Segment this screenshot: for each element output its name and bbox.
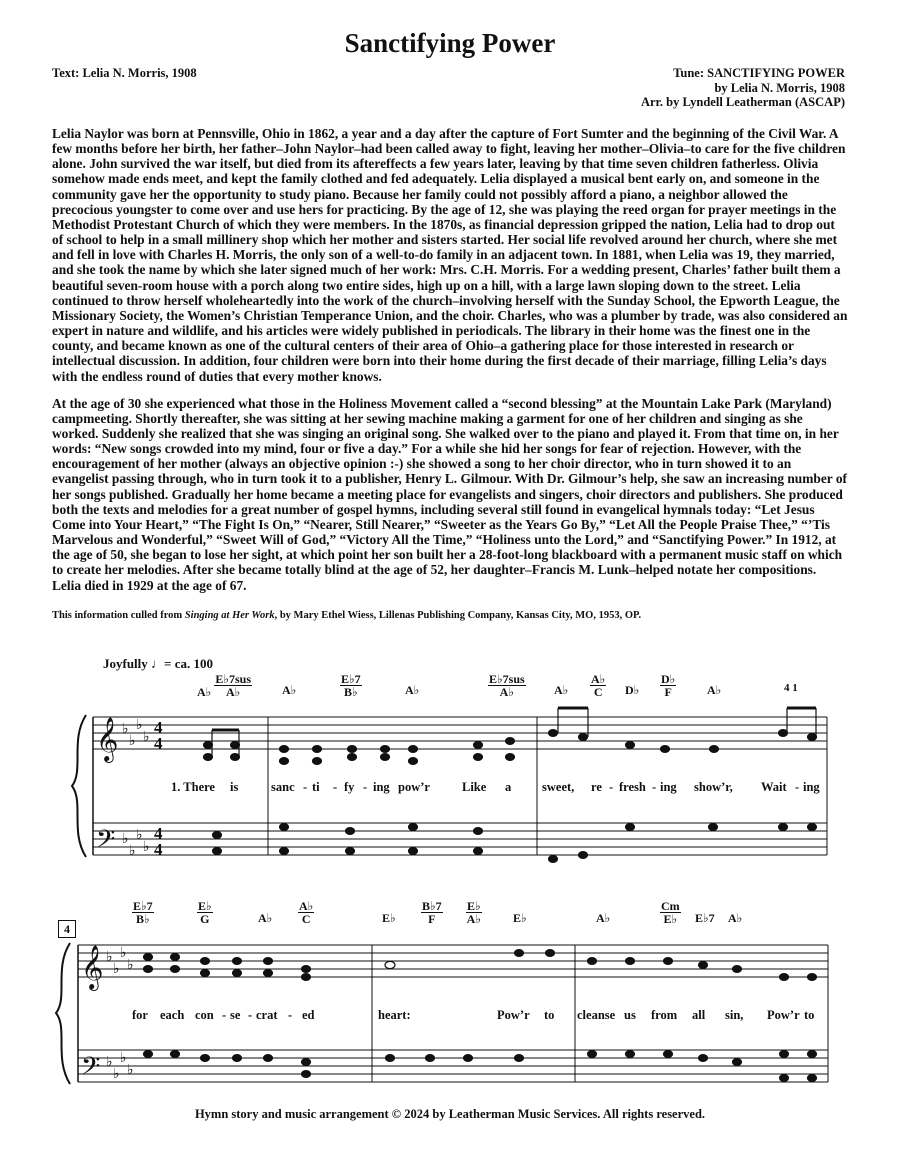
lyric-s1: - (333, 780, 338, 794)
lyric-s1: sweet, (542, 780, 575, 794)
lyric-s2: us (624, 1008, 636, 1022)
chord-s2-2: $\frac{E♭}{G}$ (198, 899, 212, 926)
chord-s2-8: E♭ (513, 911, 527, 925)
lyric-s1: ing (803, 780, 820, 794)
lyric-s1: - (609, 780, 614, 794)
lyric-s2: ed (302, 1008, 315, 1022)
chord-s2-12: A♭ (728, 911, 743, 925)
svg-text:♭: ♭ (122, 721, 129, 737)
source-suffix: , by Mary Ethel Wiess, Lillenas Publishing Company, Kansas City, MO, 1953, OP. (274, 610, 642, 621)
svg-text:4: 4 (154, 718, 163, 737)
lyric-s2: - (222, 1008, 227, 1022)
lyric-s2: - (248, 1008, 253, 1022)
chord-s1-1: A♭ E♭7sus A♭ (197, 672, 252, 699)
svg-text:4: 4 (154, 734, 163, 753)
chord-s1-9: $\frac{D♭}{F}$ (661, 672, 676, 699)
lyric-s2: to (544, 1008, 555, 1022)
svg-text:♭: ♭ (127, 957, 134, 973)
lyric-s2: to (804, 1008, 815, 1022)
lyric-s2: se (230, 1008, 241, 1022)
source-book-title: Singing at Her Work (184, 610, 275, 621)
lyric-s2: crat (256, 1008, 278, 1022)
chord-s2-5: E♭ (382, 911, 396, 925)
chord-s1-5: E♭7sus A♭ (489, 672, 525, 699)
lyric-s2: all (692, 1008, 706, 1022)
chord-s2-9: A♭ (596, 911, 611, 925)
lyric-s1: - (363, 780, 368, 794)
lyric-s1: Like (462, 780, 487, 794)
system2-brace (56, 943, 70, 1084)
lyric-s1: ing (660, 780, 677, 794)
svg-text:♭: ♭ (136, 827, 143, 843)
lyric-s1: fresh (619, 780, 646, 794)
chord-s2-10: $\frac{Cm}{E♭}$ (661, 899, 680, 926)
chord-s2-6: $\frac{B♭7}{F}$ (422, 899, 442, 926)
text-credit: Text: Lelia N. Morris, 1908 (52, 66, 197, 80)
chord-s1-7: $\frac{A♭}{C}$ (591, 672, 606, 699)
lyric-s1: fy (344, 780, 355, 794)
chord-s2-3: A♭ (258, 911, 273, 925)
lyric-s1: show’r, (694, 780, 733, 794)
chord-s2-4: $\frac{A♭}{C}$ (299, 899, 314, 926)
lyric-s1: sanc (271, 780, 295, 794)
lyric-s1: is (230, 780, 239, 794)
source-prefix: This information culled from (52, 610, 185, 621)
svg-text:♭: ♭ (113, 961, 120, 977)
system1-brace (72, 715, 86, 857)
lyric-s1: - (303, 780, 308, 794)
svg-text:♭: ♭ (106, 1054, 113, 1070)
chord-s2-1: $\frac{E♭7}{B♭}$ (133, 899, 153, 926)
system2-bass-staff (78, 1050, 828, 1082)
key-signature-1 (122, 717, 150, 859)
lyric-s1: 1. There (171, 780, 215, 794)
svg-text:♭: ♭ (106, 949, 113, 965)
lyric-s1: pow’r (398, 780, 430, 794)
lyric-s1: re (591, 780, 602, 794)
chord-s2-11: E♭7 (695, 911, 715, 925)
fingering: 4 1 (784, 682, 798, 694)
bass-clef-2: 𝄢 (81, 1052, 101, 1087)
copyright-notice: Hymn story and music arrangement © 2024 by Leatherman Music Services. All rights reserved. (194, 1107, 706, 1121)
key-signature-2 (106, 945, 134, 1082)
chord-s1-8: D♭ (625, 683, 640, 697)
lyric-s1: Wait (761, 780, 787, 794)
system2-treble-staff (78, 945, 828, 977)
lyric-s2: heart: (378, 1008, 411, 1022)
svg-text:♭: ♭ (129, 733, 136, 749)
svg-text:♭: ♭ (120, 1050, 127, 1066)
lyric-s2: Pow’r (497, 1008, 530, 1022)
lyric-s1: - (652, 780, 657, 794)
svg-text:♭: ♭ (143, 839, 150, 855)
chord-s1-2: A♭ (282, 683, 297, 697)
chord-s1-6: A♭ (554, 683, 569, 697)
page-title: Sanctifying Power (344, 28, 556, 58)
tune-credit-line1: Tune: SANCTIFYING POWER (673, 66, 845, 80)
lyric-s2: for (132, 1008, 148, 1022)
bass-clef-1: 𝄢 (96, 825, 116, 860)
treble-clef-2: 𝄞 (81, 945, 104, 989)
tune-credit-line2: by Lelia N. Morris, 1908 (714, 80, 845, 95)
story-paragraph-1: Lelia Naylor was born at Pennsville, Ohio in 1862, a year and a day after the capture of Fort Sumter and the beginning of the Civil War. A few months before her birth, her father–John Naylor–had been called away to fight, leaving her mother–Olivia–to care for the five children alone. John survived the war itself, but died from its aftereffects a few years later, leaving by that time seven children fatherless. Olivia somehow made ends meet, and kept the family clothed and fed adequately. Lelia displayed a musical bent early on, and someone in the community gave her the opportunity to study piano. Because her family could not possibly afford a piano, a neighbor allowed the precocious youngster to come over and use hers for practicing. By the age of 12, she was playing the reed organ for prayer meetings in the Methodist Protestant Church of which they were members. In the 1870s, as financial depression gripped the nation, Lelia had to drop out of school to help in a small millinery shop which her mother and sisters started. Her social life revolved around her church, where she met and fell in love with Charles H. Morris, the only son of a well-to-do family in an adjacent town. In 1881, when Lelia was 19, they married, and she took the name by which she later signed much of her work: Mrs. C.H. Morris. For a wedding present, Charles’ father built them a beautiful seven-room house with a porch along two entire sides, high up on a hill, with a large lawn sloping down to the street. Lelia continued to throw herself wholeheartedly into the work of the church–involving herself with the Sunday School, the Epworth League, the Missionary Society, the Women’s Christian Temperance Union, and the choir. Charles, who was a plumber by trade, was also considered an expert in nature and wildlife, and his articles were widely published in periodicals. The library in their home was the finest one in the county, and became known as one of the cultural centers of their area of Ohio–a gathering place for those interested in research or intellectual discussion. In addition, four children were born into their home during the first decade of their marriage, filling Lelia’s days with the endless round of duties that every mother knows. (52, 126, 848, 384)
lyric-s1: ti (312, 780, 320, 794)
lyric-s2: cleanse (577, 1008, 616, 1022)
tempo-marking: Joyfully ♩= ca. 100 (103, 656, 213, 671)
lyric-s2: Pow’r (767, 1008, 800, 1022)
svg-text:♭: ♭ (127, 1062, 134, 1078)
story-paragraph-2: At the age of 30 she experienced what those in the Holiness Movement called a “second blessing” at the Mountain Lake Park (Maryland) campmeeting. Shortly thereafter, she was sitting at her sewing machine making a garment for one of her children and singing as she worked. Suddenly she realized that she was singing an original song. She walked over to the piano and played it. From that time on, in her words: “New songs crowded into my mind, four or five a day.” For a while she hid her songs for fear of rejection. However, with the encouragement of her mother (always an objective opinion :-) she showed a song to her choir director, who in turn showed it to an evangelist passing through, who in turn took it to a publisher, Henry L. Gilmour. With Dr. Gilmour’s help, she saw an increasing number of her songs published. Gradually her home became a meeting place for evangelists and singers, choir directors and publishers. She produced both the texts and melodies for a great number of gospel hymns, including several still found in evangelical hymnals today: “Let Jesus Come into Your Heart,” “The Fight Is On,” “Nearer, Still Nearer,” “Sweeter as the Years Go By,” “Let All the People Praise Thee,” “’Tis Marvelous and Wonderful,” “Sweet Will of God,” “Victory All the Time,” “Holiness unto the Lord,” and “Sanctifying Power.” In 1912, at the age of 50, she began to lose her sight, at which point her son built her a 28-foot-long blackboard with a permanent music staff on which to create her melodies. After she became totally blind at the age of 52, her daughter–Francis M. Lunk–helped notate her compositions. Lelia died in 1929 at the age of 67. (52, 395, 848, 593)
lyric-s2: from (651, 1008, 678, 1022)
lyric-s2: each (160, 1008, 185, 1022)
svg-text:♭: ♭ (120, 945, 127, 961)
tune-credit-line3: Arr. by Lyndell Leatherman (ASCAP) (640, 95, 845, 109)
lyric-s1: ing (373, 780, 390, 794)
chord-s1-3: $\frac{E♭7}{B♭}$ (341, 672, 361, 699)
svg-text:♭: ♭ (129, 843, 136, 859)
measure-number: 4 (58, 920, 76, 938)
lyric-s2: - (288, 1008, 293, 1022)
svg-text:4: 4 (154, 824, 163, 843)
lyric-s1: - (795, 780, 800, 794)
lyric-s1: a (505, 780, 512, 794)
svg-text:♭: ♭ (113, 1066, 120, 1082)
treble-clef-1: 𝄞 (96, 717, 119, 761)
svg-text:♭: ♭ (143, 729, 150, 745)
lyric-s2: sin, (725, 1008, 744, 1022)
time-signature (154, 718, 163, 859)
lyric-s2: con (195, 1008, 214, 1022)
svg-text:♭: ♭ (122, 831, 129, 847)
svg-text:4: 4 (154, 840, 163, 859)
svg-text:♭: ♭ (136, 717, 143, 733)
chord-s2-7: $\frac{E♭}{A♭}$ (466, 899, 481, 926)
chord-s1-4: A♭ (405, 683, 420, 697)
chord-s1-10: A♭ (707, 683, 722, 697)
